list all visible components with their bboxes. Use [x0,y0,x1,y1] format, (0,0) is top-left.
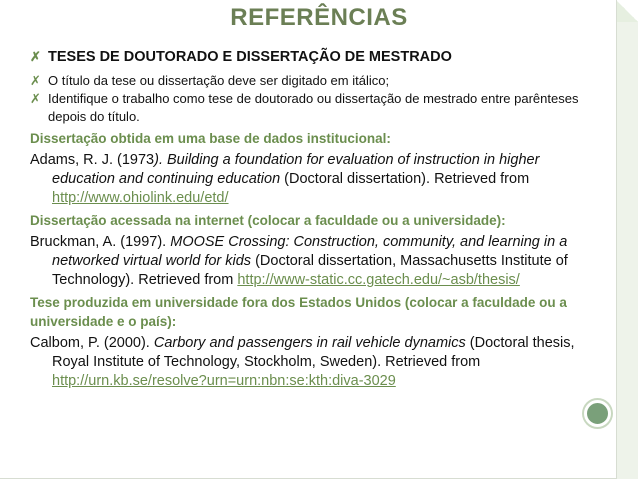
section-heading: Tese produzida em universidade fora dos Estados Unidos (colocar a faculdade ou a universidade e o país): [30,295,567,329]
reference-entry [30,233,602,290]
ref-author: Calbom, P. (2000). [30,335,154,351]
page-corner-fold [616,0,638,479]
bullet-icon: ✗ [30,73,41,88]
ref-link[interactable]: http://www-static.cc.gatech.edu/~asb/thesis/ [237,272,520,288]
bullet-item-text: Identifique o trabalho como tese de doutorado ou dissertação de mestrado entre parênteses depois do título. [48,91,579,124]
ref-rest: (Doctoral dissertation, Massachusetts Institute of Technology). Retrieved from [52,253,568,288]
bullet-item [30,90,602,126]
bullet-item [30,72,602,90]
section-heading: Dissertação obtida em uma base de dados institucional: [30,131,391,146]
bullet-heading [30,46,602,68]
ref-author: Adams, R. J. (1973 [30,152,155,168]
ref-title: Carbory and passengers in rail vehicle dynamics [153,335,466,351]
decorative-circle [584,400,611,427]
ref-link[interactable]: http://urn.kb.se/resolve?urn=urn:nbn:se:kth:diva-3029 [52,373,396,389]
reference-entry [30,151,602,208]
bullet-icon: ✗ [30,49,41,64]
ref-title: MOOSE Crossing: Construction, community, and learning in a networked virtual world for kids [52,234,568,269]
ref-author: Bruckman, A. (1997). [30,234,171,250]
bullet-icon: ✗ [30,91,41,106]
ref-title: ). Building a foundation for evaluation of instruction in higher education and continuing education [52,152,540,187]
bullet-heading-text: TESES DE DOUTORADO E DISSERTAÇÃO DE MESTRADO [48,49,452,65]
slide-content [30,46,602,393]
side-strip [616,22,638,479]
slide-title: REFERÊNCIAS [230,4,408,31]
ref-link[interactable]: http://www.ohiolink.edu/etd/ [52,190,229,206]
ref-rest: (Doctoral dissertation). Retrieved from [280,171,530,187]
reference-entry [30,334,602,391]
ref-rest: (Doctoral thesis, Royal Institute of Technology, Stockholm, Sweden). Retrieved from [52,335,575,370]
section-heading: Dissertação acessada na internet (colocar a faculdade ou a universidade): [30,213,506,228]
bullet-item-text: O título da tese ou dissertação deve ser digitado em itálico; [48,73,390,88]
